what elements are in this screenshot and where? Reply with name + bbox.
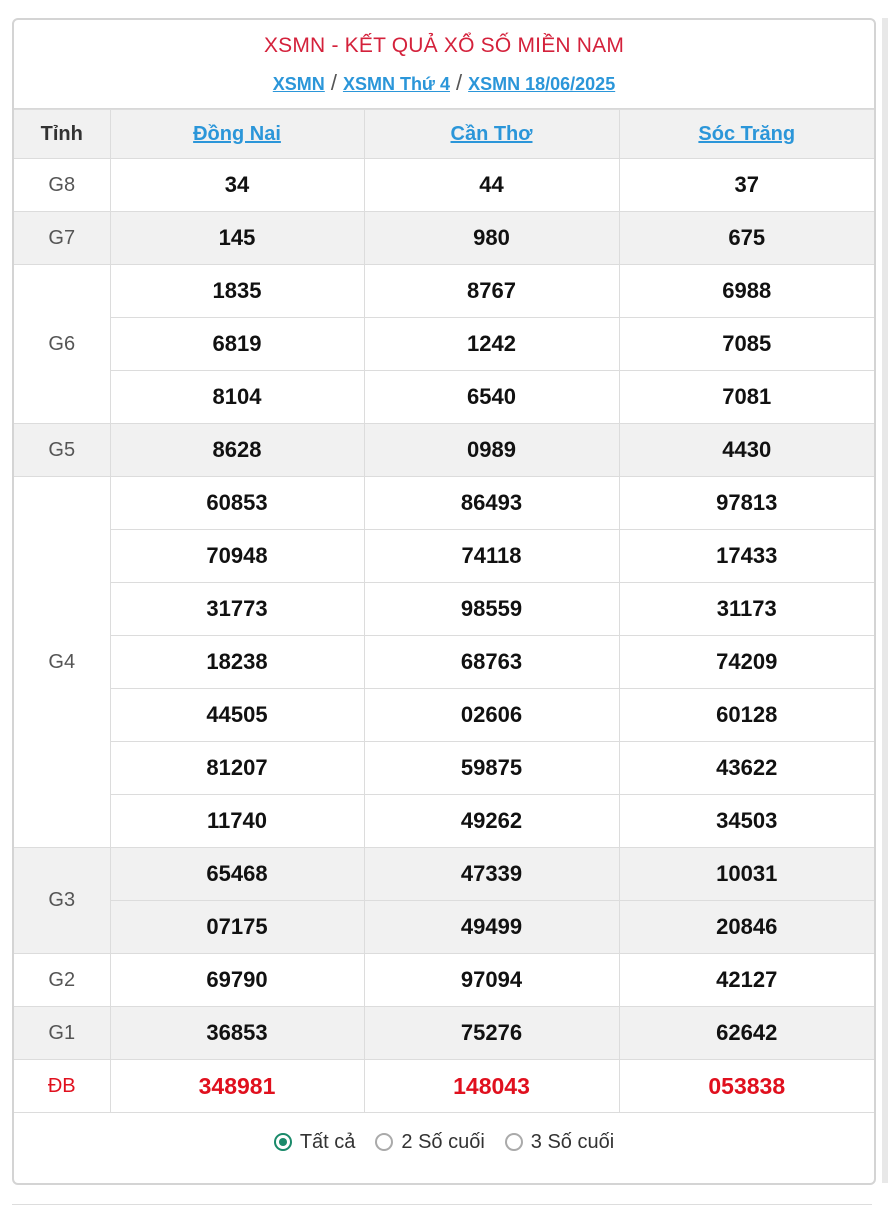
- col-header-dong-nai[interactable]: [110, 110, 364, 159]
- breadcrumb-xsmn-thu4[interactable]: XSMN Thứ 4: [342, 74, 450, 94]
- table-row: [14, 583, 874, 636]
- prize-number: 8104: [110, 371, 364, 424]
- province-link-soc-trang[interactable]: Sóc Trăng: [698, 122, 796, 145]
- prize-number: 97094: [364, 954, 619, 1007]
- table-row: [14, 424, 874, 477]
- prize-number: 18238: [110, 636, 364, 689]
- prize-number: 86493: [364, 477, 619, 530]
- prize-number: 74118: [364, 530, 619, 583]
- breadcrumb-separator: /: [455, 70, 463, 95]
- prize-number: 36853: [110, 1007, 364, 1060]
- prize-number: 49499: [364, 901, 619, 954]
- results-table: [14, 109, 874, 1113]
- prize-label-g2: G2: [14, 954, 110, 1007]
- prize-number: 60853: [110, 477, 364, 530]
- prize-number: 053838: [619, 1060, 874, 1113]
- filter-all[interactable]: [274, 1131, 356, 1154]
- digit-filter: [14, 1113, 874, 1171]
- radio-icon[interactable]: [505, 1133, 523, 1151]
- prize-number: 6540: [364, 371, 619, 424]
- table-row: [14, 318, 874, 371]
- prize-number: 44: [364, 159, 619, 212]
- prize-number: 980: [364, 212, 619, 265]
- prize-number: 60128: [619, 689, 874, 742]
- prize-number: 70948: [110, 530, 364, 583]
- prize-number: 145: [110, 212, 364, 265]
- prize-number: 6988: [619, 265, 874, 318]
- radio-icon[interactable]: [375, 1133, 393, 1151]
- prize-number: 4430: [619, 424, 874, 477]
- filter-2-digits[interactable]: [375, 1131, 484, 1154]
- prize-number: 43622: [619, 742, 874, 795]
- prize-number: 11740: [110, 795, 364, 848]
- filter-2-digits-label: 2 Số cuối: [401, 1130, 485, 1153]
- prize-number: 97813: [619, 477, 874, 530]
- prize-number: 44505: [110, 689, 364, 742]
- radio-selected-icon[interactable]: [274, 1133, 292, 1151]
- table-row: [14, 689, 874, 742]
- results-card: [12, 18, 876, 1185]
- table-row: [14, 848, 874, 901]
- prize-number: 42127: [619, 954, 874, 1007]
- scrollbar[interactable]: [882, 18, 888, 1183]
- prize-label-g4: G4: [14, 477, 110, 848]
- filter-all-label: Tất cả: [299, 1130, 356, 1153]
- filter-3-digits[interactable]: [505, 1131, 614, 1154]
- breadcrumb-separator: /: [330, 70, 337, 95]
- prize-number: 20846: [619, 901, 874, 954]
- prize-number: 348981: [110, 1060, 364, 1113]
- prize-number: 675: [619, 212, 874, 265]
- prize-number: 34: [110, 159, 364, 212]
- province-link-can-tho[interactable]: Cần Thơ: [450, 122, 533, 145]
- prize-label-g3: G3: [14, 848, 110, 954]
- prize-number: 31773: [110, 583, 364, 636]
- prize-number: 10031: [619, 848, 874, 901]
- table-row: [14, 530, 874, 583]
- prize-number: 34503: [619, 795, 874, 848]
- prize-number: 0989: [364, 424, 619, 477]
- prize-number: 8767: [364, 265, 619, 318]
- prize-number: 69790: [110, 954, 364, 1007]
- breadcrumb-xsmn[interactable]: XSMN: [272, 74, 325, 94]
- col-header-province: Tỉnh: [14, 110, 110, 159]
- prize-label-g6: G6: [14, 265, 110, 424]
- province-link-dong-nai[interactable]: Đồng Nai: [193, 122, 281, 145]
- prize-label-g1: G1: [14, 1007, 110, 1060]
- prize-number: 07175: [110, 901, 364, 954]
- page-title: XSMN - KẾT QUẢ XỔ SỐ MIỀN NAM: [263, 34, 625, 57]
- table-row: [14, 477, 874, 530]
- prize-number: 17433: [619, 530, 874, 583]
- prize-number: 98559: [364, 583, 619, 636]
- table-row: [14, 795, 874, 848]
- table-row: [14, 1007, 874, 1060]
- table-row: [14, 954, 874, 1007]
- prize-number: 81207: [110, 742, 364, 795]
- prize-number: 62642: [619, 1007, 874, 1060]
- prize-label-db: ĐB: [14, 1060, 110, 1113]
- col-header-soc-trang[interactable]: [619, 110, 874, 159]
- table-row: [14, 901, 874, 954]
- prize-number: 1835: [110, 265, 364, 318]
- prize-number: 02606: [364, 689, 619, 742]
- prize-number: 59875: [364, 742, 619, 795]
- prize-number: 37: [619, 159, 874, 212]
- prize-number: 7081: [619, 371, 874, 424]
- filter-3-digits-label: 3 Số cuối: [530, 1130, 615, 1153]
- col-header-can-tho[interactable]: [364, 110, 619, 159]
- prize-number: 7085: [619, 318, 874, 371]
- table-row: [14, 636, 874, 689]
- table-row: [14, 159, 874, 212]
- breadcrumb: [14, 70, 874, 96]
- prize-number: 68763: [364, 636, 619, 689]
- prize-number: 148043: [364, 1060, 619, 1113]
- table-header-row: [14, 110, 874, 159]
- prize-number: 47339: [364, 848, 619, 901]
- table-row: [14, 1060, 874, 1113]
- prize-label-g8: G8: [14, 159, 110, 212]
- prize-number: 8628: [110, 424, 364, 477]
- table-row: [14, 742, 874, 795]
- results-header: [14, 20, 874, 109]
- prize-number: 65468: [110, 848, 364, 901]
- prize-number: 74209: [619, 636, 874, 689]
- prize-number: 1242: [364, 318, 619, 371]
- prize-number: 31173: [619, 583, 874, 636]
- prize-label-g7: G7: [14, 212, 110, 265]
- table-row: [14, 371, 874, 424]
- prize-number: 6819: [110, 318, 364, 371]
- breadcrumb-xsmn-date[interactable]: XSMN 18/06/2025: [468, 74, 616, 94]
- table-row: [14, 212, 874, 265]
- table-row: [14, 265, 874, 318]
- prize-number: 75276: [364, 1007, 619, 1060]
- prize-label-g5: G5: [14, 424, 110, 477]
- prize-number: 49262: [364, 795, 619, 848]
